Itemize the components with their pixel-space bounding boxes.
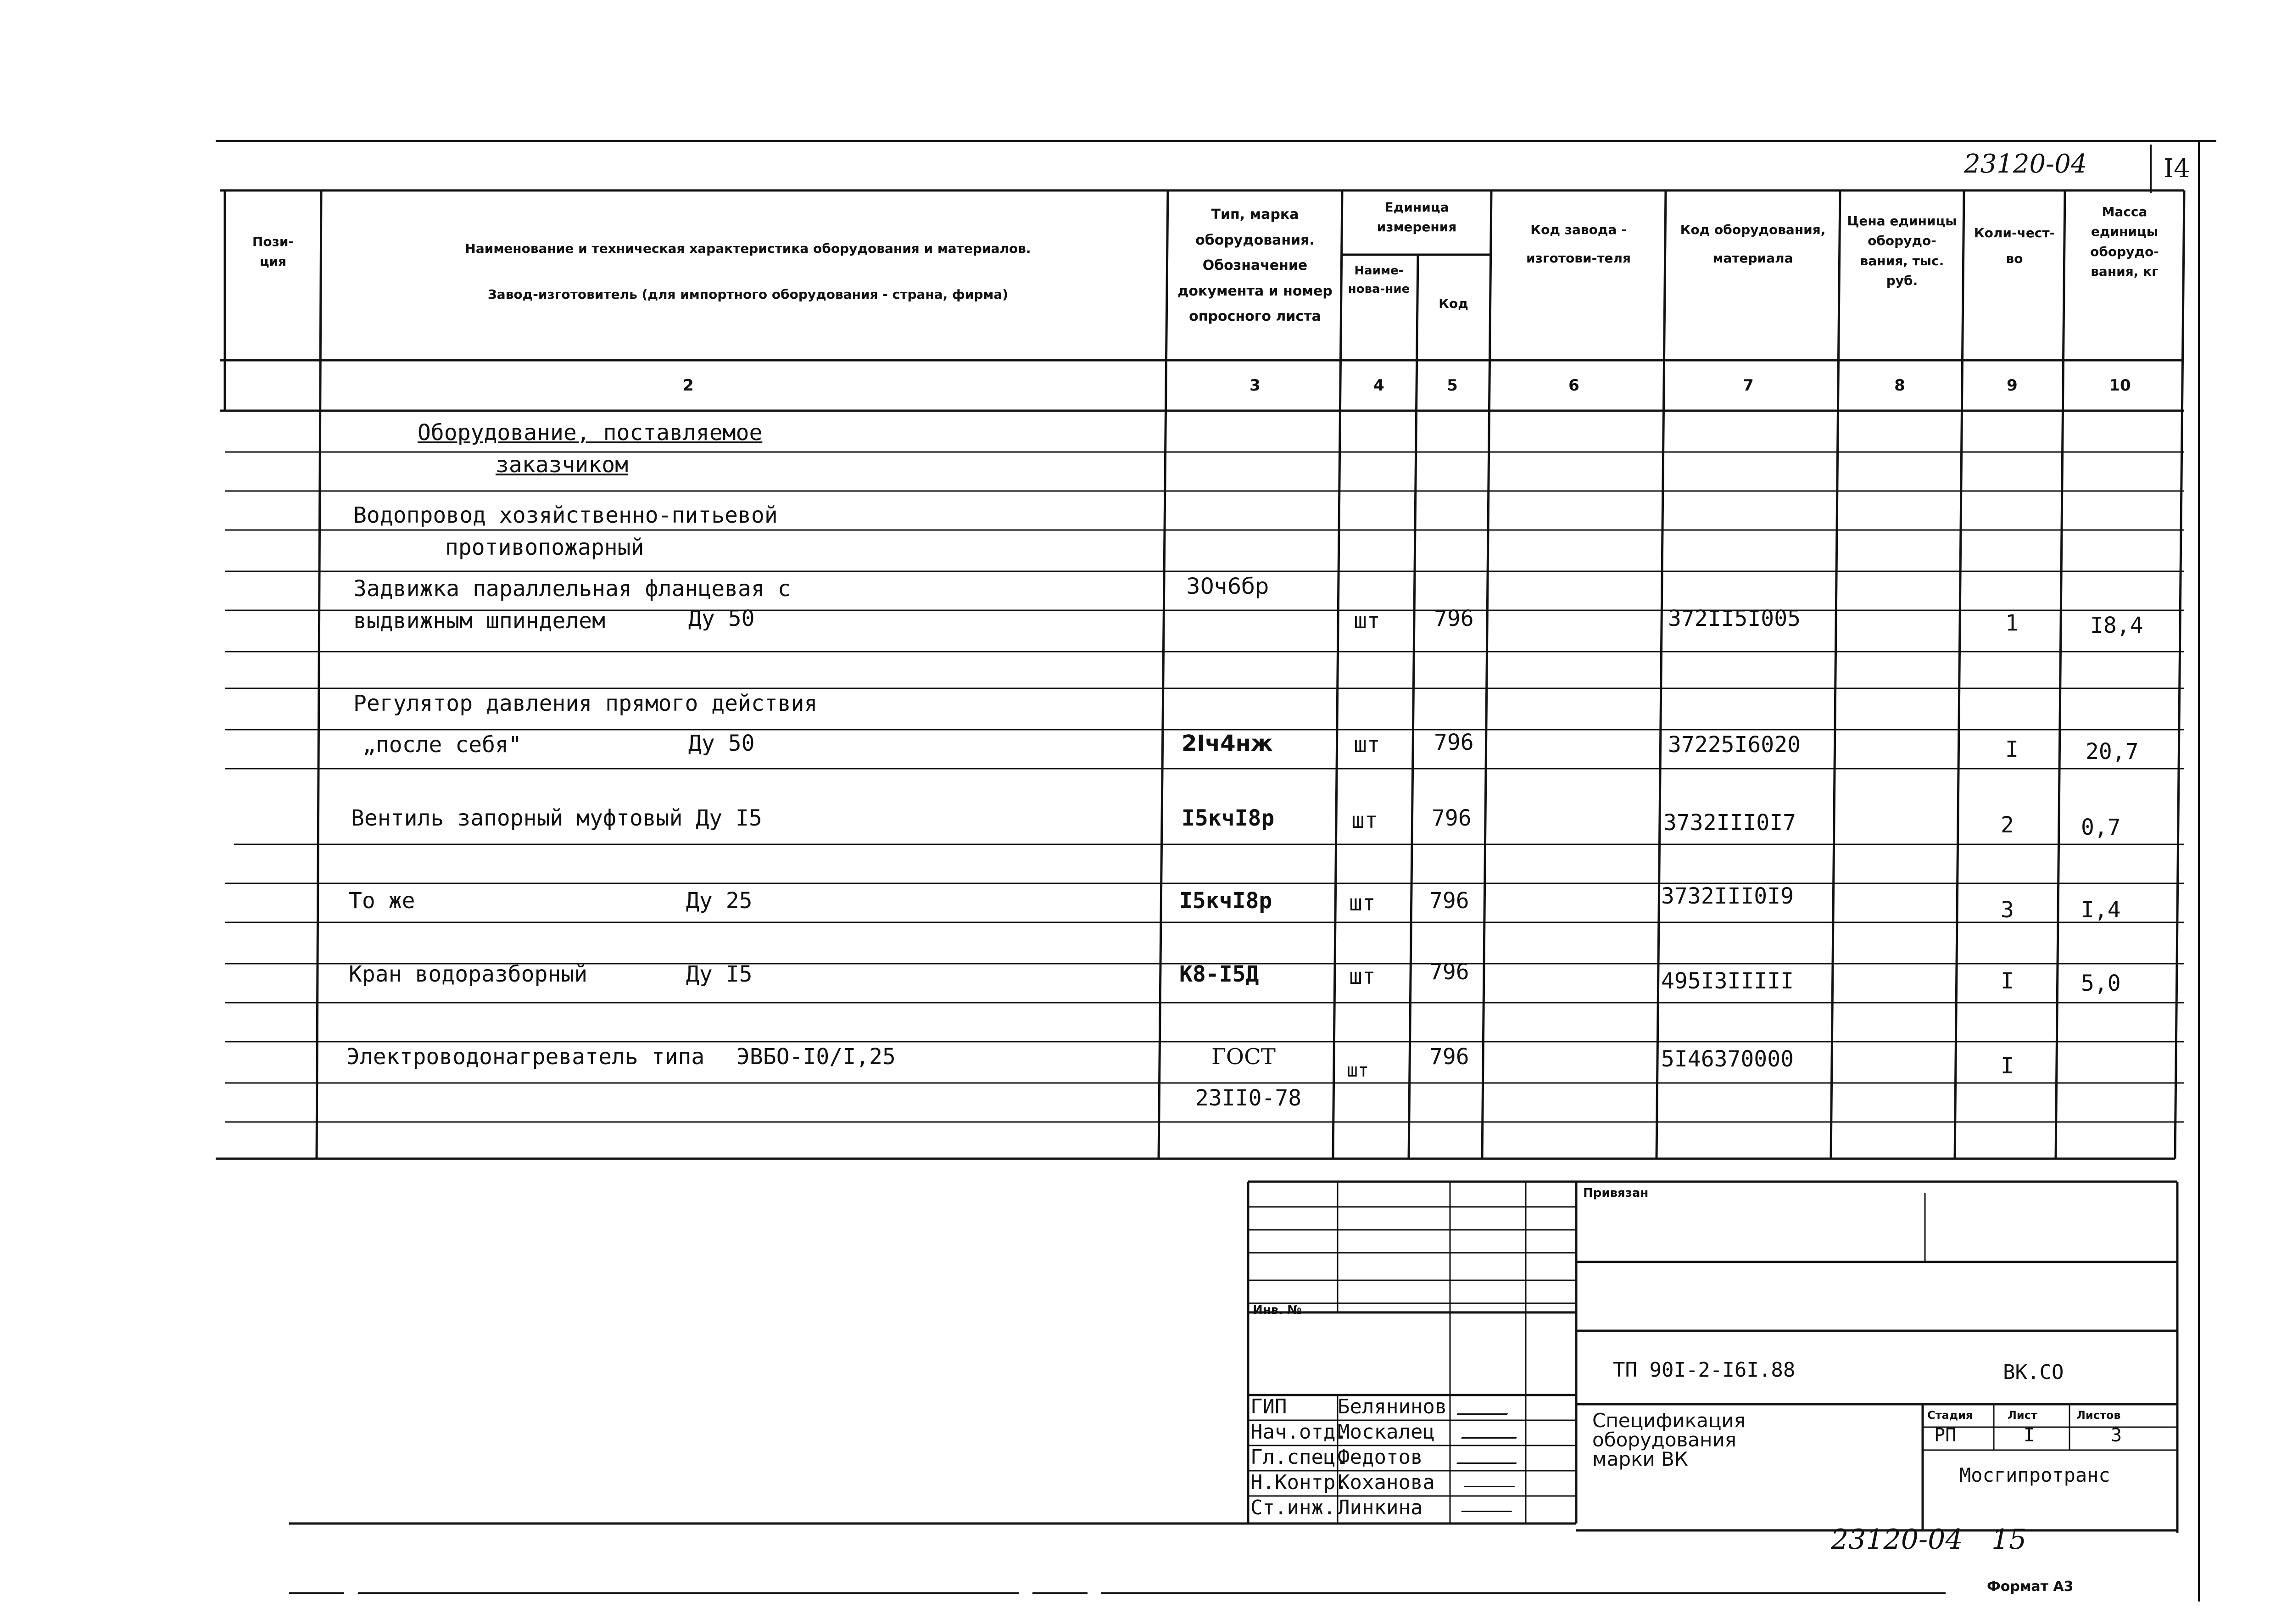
row-type: 23II0-78 [1195, 1085, 1302, 1111]
row-name: „после себя" [363, 732, 522, 758]
sheets-value: 3 [2111, 1425, 2122, 1446]
top-code: 23120-04 [1964, 149, 2087, 179]
page-number: I4 [2164, 154, 2190, 184]
row-code: 796 [1429, 888, 1469, 914]
sheet-value: I [2024, 1425, 2035, 1446]
row-type: I5кчI8р [1179, 888, 1272, 914]
sheet-label: Лист [2008, 1409, 2037, 1422]
row-unit: шт [1354, 732, 1380, 758]
row-equip: 3732III0I9 [1661, 883, 1794, 909]
row-code: 796 [1434, 606, 1474, 631]
doc-mark: ВК.СО [2003, 1361, 2064, 1384]
signature-mark [1457, 1404, 1512, 1415]
row-unit: шт [1349, 890, 1376, 916]
row-equip: 5I46370000 [1661, 1046, 1794, 1072]
row-code: 796 [1432, 805, 1472, 831]
person-name: Москалец [1338, 1420, 1435, 1444]
row-qty: 1 [2005, 610, 2019, 636]
person-name: Линкина [1338, 1496, 1423, 1519]
col-num-3: 3 [1249, 376, 1261, 395]
row-mass: 20,7 [2086, 739, 2139, 765]
signature-mark [1464, 1478, 1519, 1487]
row-name: Оборудование, поставляемое [418, 420, 763, 446]
row-name: Кран водоразборный [349, 961, 588, 987]
signature-mark [1461, 1501, 1517, 1512]
col-num-8: 8 [1894, 376, 1905, 395]
stage-label: Стадия [1927, 1409, 1973, 1422]
row-unit: шт [1349, 964, 1376, 989]
row-unit: шт [1351, 808, 1378, 833]
person-name: Белянинов [1338, 1395, 1447, 1418]
row-name: Регулятор давления прямого действия [353, 691, 818, 716]
row-equip: 37225I6020 [1668, 732, 1801, 758]
format-label: Формат А3 [1987, 1579, 2074, 1595]
row-name: Вентиль запорный муфтовый Ду I5 [351, 805, 762, 831]
row-name: Водопровод хозяйственно-питьевой [353, 502, 778, 528]
bottom-code: 23120-04 [1831, 1524, 1963, 1556]
row-type: 30ч6бр [1186, 574, 1269, 599]
header-price: Цена единицы оборудо-вания, тыс. руб. [1847, 213, 1957, 289]
row-type: 2Iч4нж [1182, 731, 1273, 756]
signature-mark [1461, 1427, 1522, 1439]
bottom-dash [358, 1592, 1019, 1594]
bottom-dash [289, 1592, 344, 1594]
person-role: Гл.спец. [1250, 1445, 1348, 1469]
header-plant-code: Код завода - изготови-теля [1526, 222, 1631, 266]
person-name: Коханова [1338, 1471, 1435, 1494]
person-role: Н.Контр. [1250, 1471, 1348, 1494]
row-name: То же [349, 888, 415, 914]
row-name: Задвижка параллельная фланцевая с [353, 576, 791, 602]
header-equip-code: Код оборудования, материала [1680, 222, 1826, 266]
header-position: Пози- ция [252, 234, 294, 269]
bottom-dash [1032, 1592, 1088, 1594]
row-name: выдвижным шпинделем [353, 608, 606, 634]
row-qty: I [2001, 968, 2014, 994]
row-name: противопожарный [445, 535, 644, 560]
row-dn: Ду 50 [688, 606, 755, 631]
row-code: 796 [1434, 730, 1474, 755]
row-mass: 5,0 [2081, 971, 2121, 996]
row-name: заказчиком [496, 452, 628, 478]
col-num-5: 5 [1447, 376, 1458, 395]
row-mass: I8,4 [2090, 613, 2143, 638]
row-type: К8-I5Д [1179, 961, 1259, 987]
header-unit-name: Наиме-нова-ние [1348, 264, 1410, 296]
sheets-label: Листов [2076, 1409, 2121, 1422]
person-role: Ст.инж. [1250, 1496, 1336, 1519]
person-role: ГИП [1250, 1395, 1287, 1418]
header-mass: Масса единицы оборудо-вания, кг [2090, 204, 2159, 279]
row-dn: Ду I5 [686, 961, 753, 987]
col-num-10: 10 [2109, 376, 2131, 395]
row-qty: I [2001, 1053, 2014, 1079]
header-type: Тип, марка оборудования. Обозначение документа и номер опросного листа [1177, 206, 1333, 324]
header-unit-code: Код [1439, 296, 1468, 311]
inventory-label: Инв. № [1253, 1303, 1302, 1317]
doc-code: ТП 90I-2-I6I.88 [1613, 1358, 1796, 1382]
row-dn: Ду 50 [688, 731, 755, 756]
row-dn: ЭВБО-I0/I,25 [736, 1044, 896, 1070]
row-mass: 0,7 [2081, 815, 2121, 840]
bottom-page: 15 [1991, 1524, 2027, 1556]
header-name: Наименование и техническая характеристика оборудования и материалов. [465, 241, 1031, 256]
col-num-4: 4 [1373, 376, 1384, 395]
row-code: 796 [1429, 959, 1469, 985]
row-equip: 495I3IIIII [1661, 968, 1794, 994]
privyazan-label: Привязан [1583, 1186, 1649, 1200]
stage-value: РП [1934, 1425, 1957, 1446]
person-name: Федотов [1338, 1445, 1423, 1469]
row-type: I5кчI8р [1182, 805, 1275, 831]
row-name: Электроводонагреватель типа [346, 1044, 705, 1070]
row-equip: 372II5I005 [1668, 606, 1801, 631]
signature-mark [1456, 1452, 1522, 1464]
row-qty: 2 [2001, 812, 2014, 838]
row-type: ГОСТ [1211, 1044, 1276, 1070]
person-role: Нач.отд. [1250, 1420, 1348, 1444]
row-qty: 3 [2001, 897, 2014, 923]
col-num-9: 9 [2007, 376, 2018, 395]
col-num-6: 6 [1568, 376, 1579, 395]
row-code: 796 [1429, 1044, 1469, 1070]
header-qty: Коли-чест-во [1974, 225, 2055, 266]
row-unit: шт [1354, 608, 1380, 634]
header-unit: Единица измерения [1377, 200, 1457, 235]
row-unit: шт [1347, 1060, 1369, 1081]
row-dn: Ду 25 [686, 888, 753, 914]
row-equip: 3732III0I7 [1663, 810, 1796, 836]
bottom-dash [1101, 1592, 1946, 1594]
header-name-sub: Завод-изготовитель (для импортного оборудования - страна, фирма) [487, 287, 1009, 302]
col-num-7: 7 [1743, 376, 1754, 395]
organization: Мосгипротранс [1959, 1464, 2110, 1486]
doc-title: Спецификация оборудования марки ВК [1592, 1409, 1746, 1470]
row-qty: I [2005, 737, 2019, 762]
col-num-2: 2 [683, 376, 694, 395]
row-mass: I,4 [2081, 897, 2121, 923]
